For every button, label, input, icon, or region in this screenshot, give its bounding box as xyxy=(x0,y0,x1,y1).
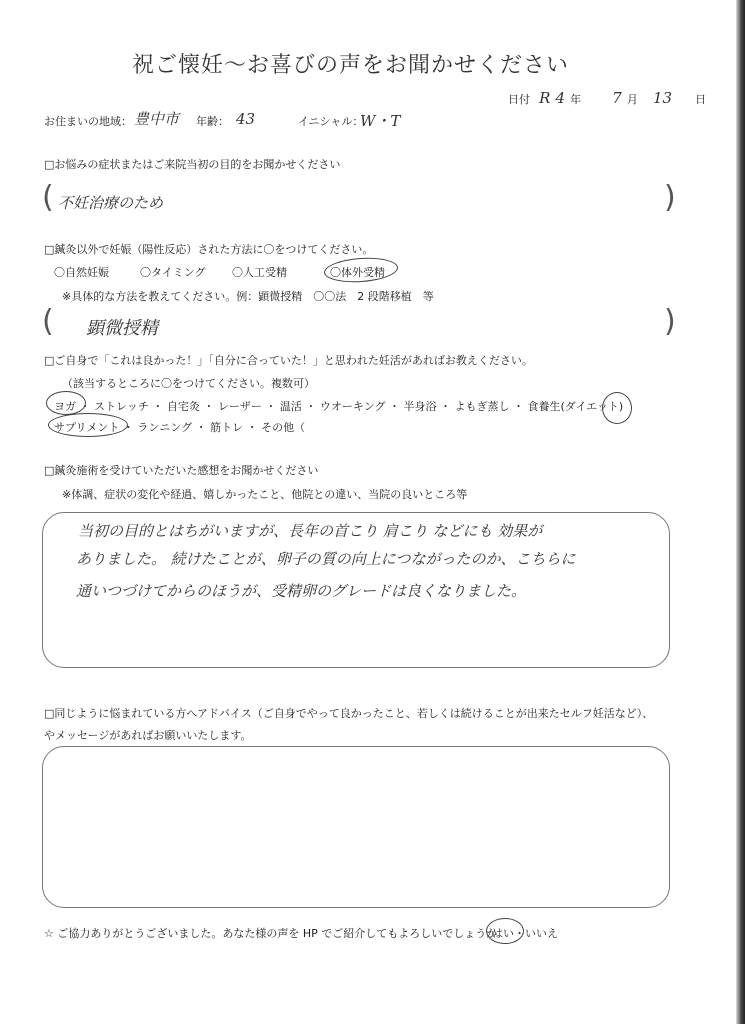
date-day-label: 日 xyxy=(695,93,707,106)
initial-label: イニシャル： xyxy=(298,115,364,128)
q5-question-line2: やメッセージがあればお願いいたします。 xyxy=(44,729,252,742)
date-label: 日付 xyxy=(508,93,530,106)
q2-option-ivf: 〇体外受精 xyxy=(330,266,385,279)
q3-diet-circle-mark xyxy=(602,392,632,424)
q2-question: □鍼灸以外で妊娠（陽性反応）された方法に〇をつけてください。 xyxy=(44,243,374,256)
q2-close-paren: ) xyxy=(664,304,676,339)
footer-yes-circle-mark xyxy=(486,918,524,944)
q5-question: □同じように悩まれている方へアドバイス（ご自身でやって良かったこと、若しくは続けることが出来たセルフ妊活など）、 xyxy=(44,707,654,720)
date-month-label: 月 xyxy=(626,93,638,106)
scan-edge xyxy=(736,0,745,1024)
q2-ivf-circle-mark xyxy=(323,255,398,284)
q1-close-paren: ) xyxy=(664,180,676,215)
q4-answer-line2: ありました。 続けたことが、卵子の質の向上につながったのか、こちらに xyxy=(76,550,576,568)
q2-option-natural: 〇自然妊娠 xyxy=(54,266,109,279)
q2-option-timing: 〇タイミング xyxy=(140,266,206,279)
footer-separator: ・ xyxy=(514,927,525,940)
q3-question: □ご自身で「これは良かった！」「自分に合っていた！」と思われた妊活があればお教えください。 xyxy=(44,354,533,367)
q2-note: ※具体的な方法を教えてください。例：顕微授精 〇〇法 2 段階移植 等 xyxy=(62,290,434,303)
q3-supplement-circle-mark xyxy=(48,413,128,437)
footer-no-option: いいえ xyxy=(525,927,558,940)
footer-yes-option: はい xyxy=(492,927,514,940)
area-value: 豊中市 xyxy=(134,110,180,128)
q1-open-paren: ( xyxy=(42,180,54,215)
q3-note: （該当するところに〇をつけてください。複数可） xyxy=(62,377,315,390)
date-row xyxy=(508,88,706,107)
q4-question: □鍼灸施術を受けていただいた感想をお聞かせください xyxy=(44,464,319,477)
q4-answer-line1: 当初の目的とはちがいますが、長年の首こり 肩こり などにも 効果が xyxy=(78,522,543,540)
q3-yoga-circle-mark xyxy=(46,391,86,415)
date-day: 13 xyxy=(652,89,673,107)
date-month: 7 xyxy=(612,89,622,107)
age-value: 43 xyxy=(236,110,256,128)
q4-answer-line3: 通いつづけてからのほうが、受精卵のグレードは良くなりました。 xyxy=(76,582,527,600)
initial-value: W・T xyxy=(360,112,401,130)
q2-answer: 顕微授精 xyxy=(86,318,158,339)
area-label: お住まいの地域： xyxy=(44,115,132,128)
date-year-label: 年 xyxy=(570,93,582,106)
age-label: 年齢： xyxy=(196,115,229,128)
q2-open-paren: ( xyxy=(42,304,54,339)
q5-answer-box xyxy=(42,746,670,908)
q3-options-line2: サプリメント ・ ランニング ・ 筋トレ ・ その他（ xyxy=(54,421,306,434)
q2-option-artificial: 〇人工受精 xyxy=(232,266,287,279)
date-era: R xyxy=(539,89,551,107)
q1-question: □お悩みの症状またはご来院当初の目的をお聞かせください xyxy=(44,158,341,171)
footer-consent-question: ☆ ご協力ありがとうございました。あなた様の声を HP でご紹介してもよろしいでしょうか xyxy=(44,927,498,940)
date-year: 4 xyxy=(555,89,566,107)
q1-answer: 不妊治療のため xyxy=(58,194,164,212)
q3-options-line1: ヨガ ・ ストレッチ ・ 自宅灸 ・ レーザー ・ 温活 ・ ウオーキング ・ 半身浴 ・ よもぎ蒸し ・ 食養生(ダイエット) xyxy=(54,400,624,413)
q4-note: ※体調、症状の変化や経過、嬉しかったこと、他院との違い、当院の良いところ等 xyxy=(62,488,468,501)
page-title: 祝ご懐妊〜お喜びの声をお聞かせください xyxy=(132,53,570,78)
